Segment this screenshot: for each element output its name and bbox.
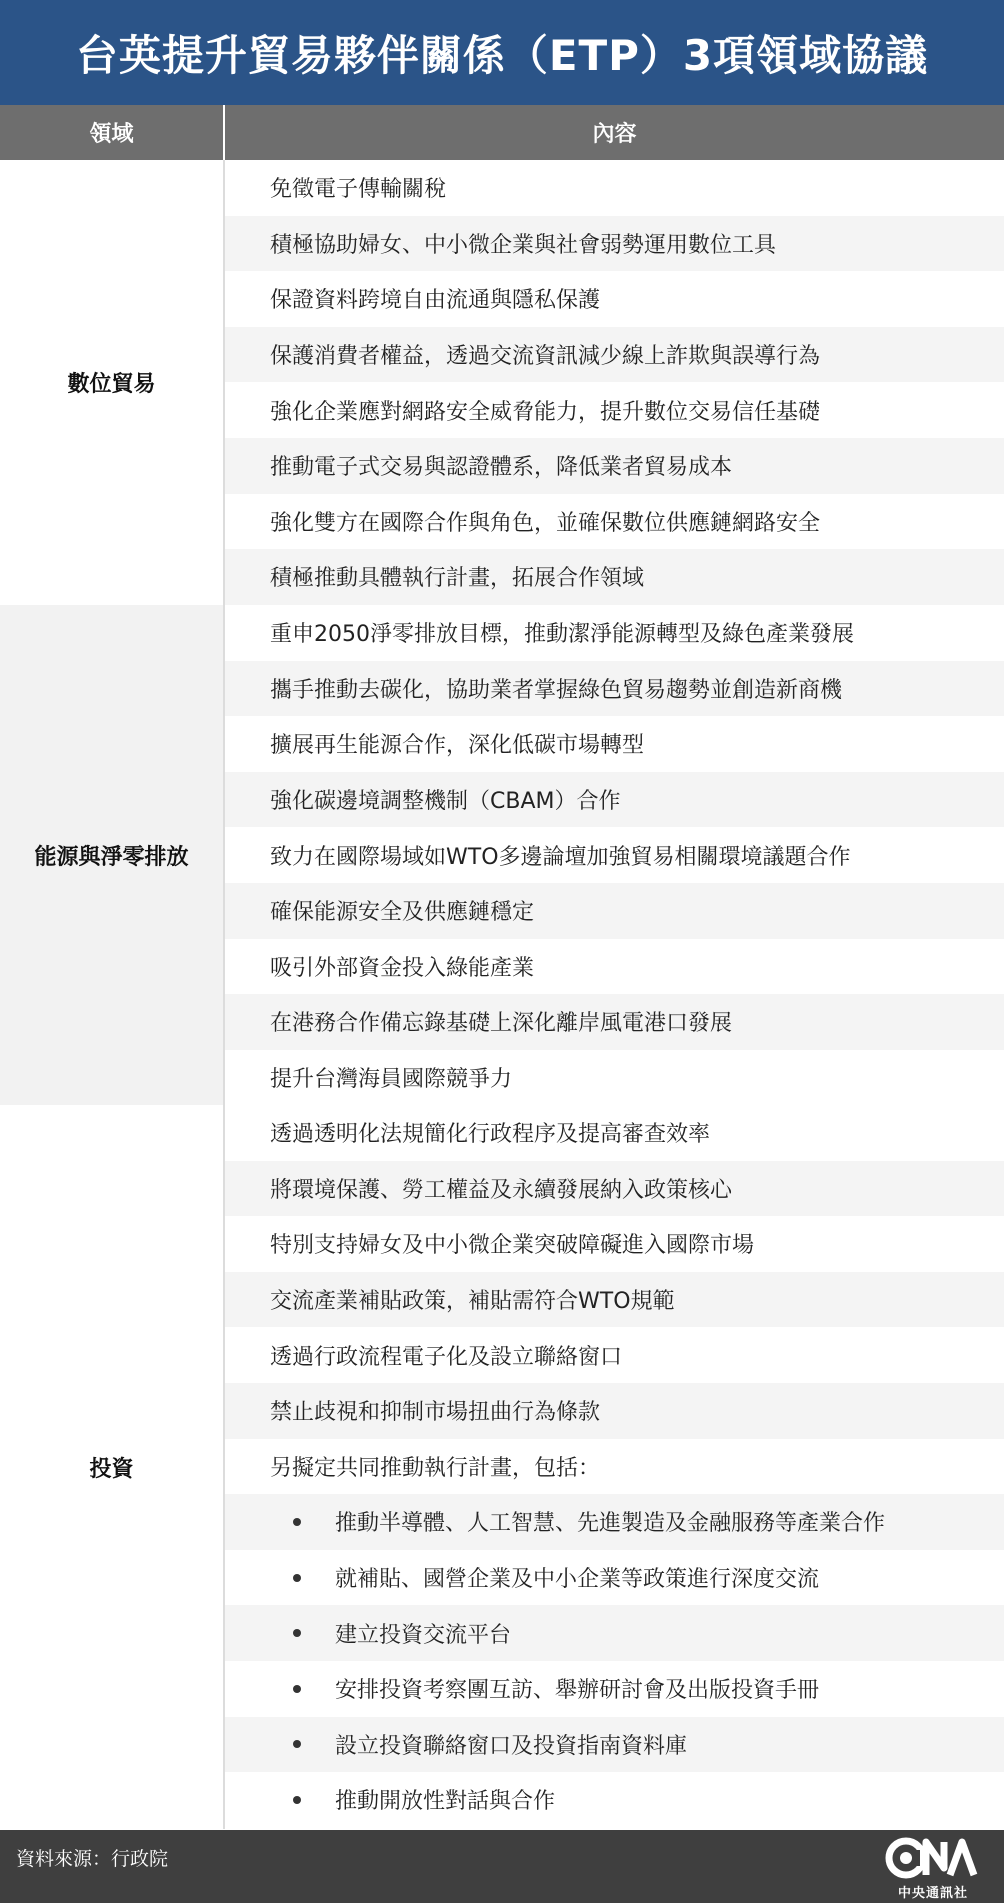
bullet-row (225, 1772, 1004, 1828)
table-row: 交流產業補貼政策，補貼需符合WTO規範 (225, 1272, 1004, 1328)
table-row: 將環境保護、勞工權益及永續發展納入政策核心 (225, 1161, 1004, 1217)
table-row: 透過行政流程電子化及設立聯絡窗口 (225, 1327, 1004, 1383)
header-category: 領域 (0, 105, 225, 160)
table-row: 攜手推動去碳化，協助業者掌握綠色貿易趨勢並創造新商機 (225, 661, 1004, 717)
header-content: 內容 (592, 122, 637, 147)
table-row: 保證資料跨境自由流通與隱私保護 (225, 271, 1004, 327)
table-row: 強化雙方在國際合作與角色，並確保數位供應鏈網路安全 (225, 494, 1004, 550)
table-row: 特別支持婦女及中小微企業突破障礙進入國際市場 (225, 1216, 1004, 1272)
table-row: 強化企業應對網路安全威脅能力，提升數位交易信任基礎 (225, 382, 1004, 438)
bullet-row (225, 1661, 1004, 1717)
content-rows (225, 160, 1004, 605)
bullet-icon (293, 1574, 301, 1582)
bullet-row (225, 1605, 1004, 1661)
logo-text: 中央通訊社 (897, 1886, 968, 1901)
footer (0, 1830, 1004, 1903)
category-cell: 數位貿易 (0, 160, 225, 605)
table-row: 推動電子式交易與認證體系，降低業者貿易成本 (225, 438, 1004, 494)
bullet-text: 安排投資考察團互訪、舉辦研討會及出版投資手冊 (335, 1678, 820, 1704)
bullet-icon (293, 1796, 301, 1804)
table-row: 確保能源安全及供應鏈穩定 (225, 883, 1004, 939)
table-row: 保護消費者權益，透過交流資訊減少線上詐欺與誤導行為 (225, 327, 1004, 383)
table-row: 吸引外部資金投入綠能產業 (225, 939, 1004, 995)
table-row: 積極協助婦女、中小微企業與社會弱勢運用數位工具 (225, 216, 1004, 272)
bullet-icon (293, 1518, 301, 1526)
bullet-text: 建立投資交流平台 (335, 1622, 512, 1648)
cna-logo-icon (878, 1836, 988, 1882)
bullet-text: 就補貼、國營企業及中小企業等政策進行深度交流 (335, 1567, 820, 1593)
section-energy-net-zero (0, 605, 1004, 1105)
bullet-row (225, 1717, 1004, 1773)
table-row: 透過透明化法規簡化行政程序及提高審查效率 (225, 1105, 1004, 1161)
bullet-text: 推動半導體、人工智慧、先進製造及金融服務等產業合作 (335, 1511, 886, 1537)
content-rows (225, 605, 1004, 1105)
bullet-text: 推動開放性對話與合作 (335, 1789, 556, 1815)
bullet-icon (293, 1740, 301, 1748)
cna-logo (878, 1836, 988, 1901)
table-row: 強化碳邊境調整機制（CBAM）合作 (225, 772, 1004, 828)
bullet-icon (293, 1629, 301, 1637)
bullet-text: 設立投資聯絡窗口及投資指南資料庫 (335, 1733, 688, 1759)
category-cell: 能源與淨零排放 (0, 605, 225, 1105)
bullet-icon (293, 1685, 301, 1693)
table-row: 提升台灣海員國際競爭力 (225, 1050, 1004, 1106)
table-row: 另擬定共同推動執行計畫，包括： (225, 1439, 1004, 1495)
bullet-row (225, 1550, 1004, 1606)
table-row: 致力在國際場域如WTO多邊論壇加強貿易相關環境議題合作 (225, 827, 1004, 883)
section-digital-trade (0, 160, 1004, 605)
table-row: 擴展再生能源合作，深化低碳市場轉型 (225, 716, 1004, 772)
content-rows (225, 1105, 1004, 1828)
table-row: 積極推動具體執行計畫，拓展合作領域 (225, 549, 1004, 605)
table-row: 在港務合作備忘錄基礎上深化離岸風電港口發展 (225, 994, 1004, 1050)
table-row: 禁止歧視和抑制市場扭曲行為條款 (225, 1383, 1004, 1439)
table-row: 重申2050淨零排放目標，推動潔淨能源轉型及綠色產業發展 (225, 605, 1004, 661)
category-cell: 投資 (0, 1105, 225, 1829)
section-investment (0, 1105, 1004, 1829)
page-title: 台英提升貿易夥伴關係（ETP）3項領域協議 (0, 0, 1004, 105)
table-row: 免徵電子傳輸關稅 (225, 160, 1004, 216)
source-note: 資料來源：行政院 (16, 1848, 169, 1870)
table-header (0, 105, 1004, 160)
bullet-row (225, 1494, 1004, 1550)
